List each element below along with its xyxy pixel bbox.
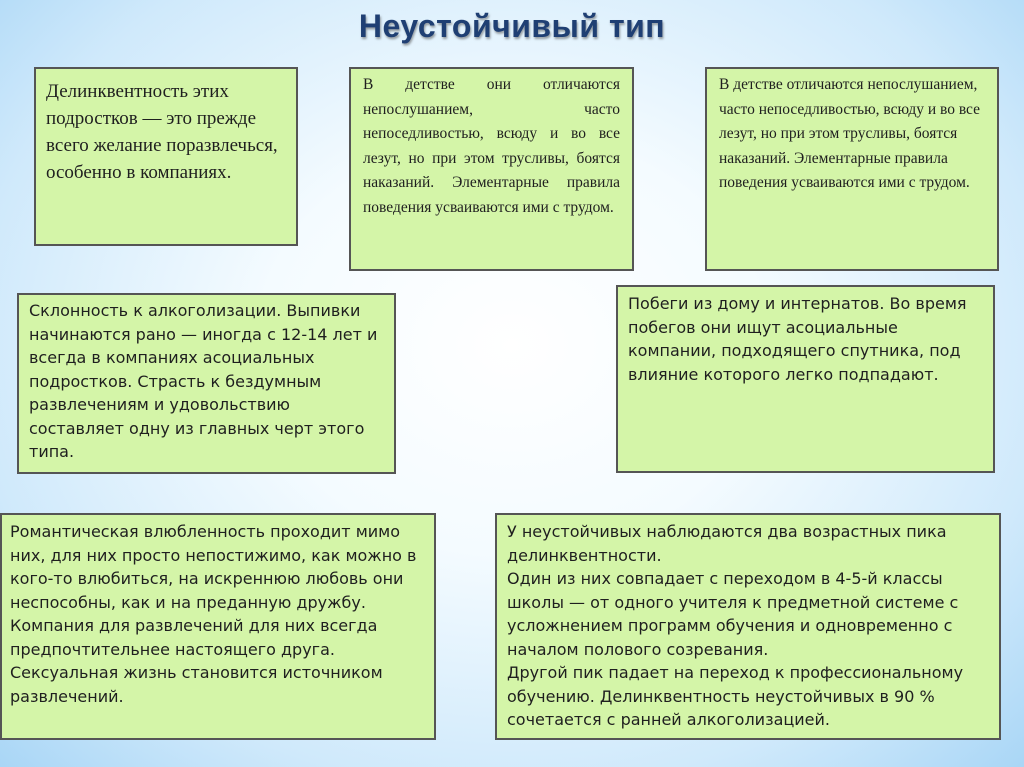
text-box-delinquency — [34, 67, 298, 246]
text-box-romance-text: Романтическая влюбленность проходит мимо них, для них просто непостижимо, как можно в кого-то влюбиться, на искреннюю любовь они неспособны, как и на преданную дружбу. Компания для развлечений для них всегда предпочтительнее настоящего друга. Сексуальная жизнь становится источником развлечений. — [10, 522, 417, 706]
text-box-age-peaks — [495, 513, 1001, 740]
text-box-delinquency-text: Делинквентность этих подростков — это прежде всего желание поразвлечься, особенно в компаниях. — [46, 81, 278, 183]
text-box-runaways — [616, 285, 995, 473]
text-box-childhood-1-text: В детстве они отличаются непослушанием, часто непоседливостью, всюду и во все лезут, но при этом трусливы, боятся наказаний. Элементарные правила поведения усваиваются ими с трудом. — [363, 76, 620, 216]
page-title: Неустойчивый тип — [358, 8, 666, 44]
text-box-childhood-2 — [705, 67, 999, 271]
text-box-alcohol-text: Склонность к алкоголизации. Выпивки начинаются рано — иногда с 12-14 лет и всегда в компаниях асоциальных подростков. Страсть к бездумным развлечениям и удовольствию составляет одну из главных черт этого типа. — [29, 301, 378, 461]
age-peaks-second: Другой пик падает на переход к профессиональному обучению. Делинквентность неустойчивых в 90 % сочетается с ранней алкоголизацией. — [507, 663, 964, 729]
age-peaks-intro: У неустойчивых наблюдаются два возрастных пика делинквентности. — [507, 522, 947, 565]
text-box-runaways-text: Побеги из дому и интернатов. Во время побегов они ищут асоциальные компании, подходящего спутника, под влияние которого легко подпадают. — [628, 294, 967, 384]
text-box-childhood-2-text: В детстве отличаются непослушанием, часто непоседливостью, всюду и во все лезут, но при этом трусливы, боятся наказаний. Элементарные правила поведения усваиваются ими с трудом. — [719, 76, 981, 191]
text-box-alcohol — [17, 293, 396, 474]
age-peaks-first: Один из них совпадает с переходом в 4-5-й классы школы — от одного учителя к предметной системе с усложнением программ обучения и одновременно с началом полового созревания. — [507, 569, 959, 659]
text-box-romance — [0, 513, 436, 740]
text-box-childhood-1 — [349, 67, 634, 271]
